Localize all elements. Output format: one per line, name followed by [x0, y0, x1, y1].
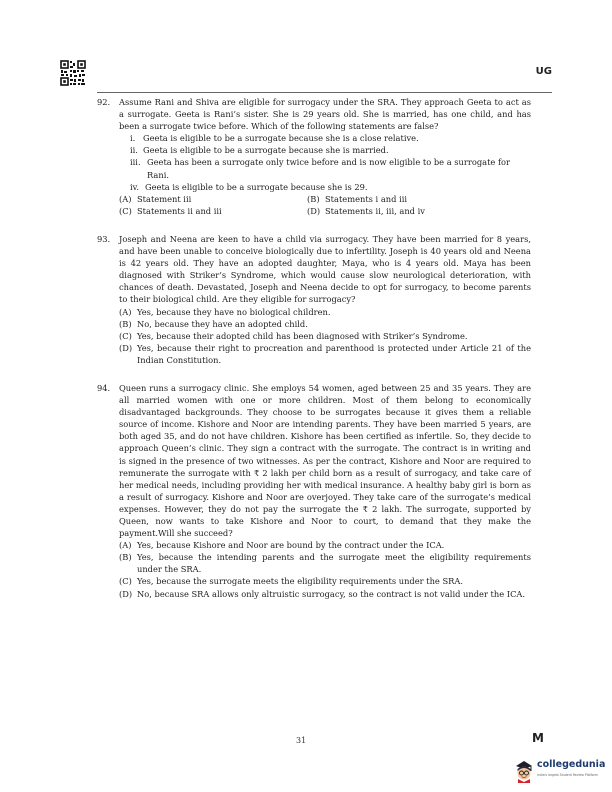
statement-list — [119, 132, 531, 192]
question-number: 94. — [97, 382, 111, 393]
statement-item — [130, 156, 531, 180]
option-text: Yes, because their right to procreation and parenthood is protected under Article 21 of the Indian Constitution. — [137, 342, 531, 365]
option-d[interactable] — [119, 342, 531, 366]
option-text: No, because SRA allows only altruistic surrogacy, so the contract is not valid under the ICA. — [137, 588, 526, 599]
brand-tagline: India's largest Student Review Platform — [537, 773, 598, 777]
question-number: 93. — [97, 233, 111, 244]
questions-section — [97, 96, 531, 600]
option-text: Yes, because their adopted child has been diagnosed with Striker’s Syndrome. — [137, 330, 468, 341]
mascot-icon — [513, 757, 535, 783]
option-b[interactable] — [119, 551, 531, 575]
question-stem: Queen runs a surrogacy clinic. She employs 54 women, aged between 25 and 35 years. They are all married women with one or more children. Most of them belong to economically disadvantaged backgrounds. They choose to be surrogates because it gives them a reliable source of income. Kishore and Noor are intending parents. They have been married 5 years, are both aged 35, and do not have children. Kishore has been certified as infertile. So, they decide to approach Queen’s clinic. They sign a contract with the surrogate. The contract is in writing and is signed in the presence of two witnesses. As per the contract, Kishore and Noor are required to remunerate the surrogate with ₹ 2 lakh per child born as a result of surrogacy, and take care of her medical needs, including providing her with medical insurance. A healthy baby girl is born as a result of surrogacy. Kishore and Noor are overjoyed. They take care of the surrogate’s medical expenses. However, they do not pay the surrogate the ₹ 2 lakh. The surrogate, supported by Queen, now wants to take Kishore and Noor to court, to demand that they make the payment.Will she succeed? — [119, 382, 531, 539]
option-b[interactable] — [307, 193, 531, 205]
option-letter: (A) — [119, 540, 132, 551]
brand-watermark — [513, 757, 605, 785]
option-letter: (D) — [119, 588, 133, 599]
option-grid — [119, 193, 531, 217]
brand-name: collegedunia — [537, 759, 606, 770]
option-text: Yes, because they have no biological children. — [137, 306, 331, 317]
statement-text: Geeta is eligible to be a surrogate because she is married. — [143, 145, 389, 156]
option-letter: (D) — [307, 205, 321, 216]
option-c[interactable] — [119, 330, 531, 342]
option-text: Statements ii and iii — [137, 205, 222, 216]
question-92 — [97, 96, 531, 217]
question-93 — [97, 233, 531, 366]
option-text: Statements ii, iii, and iv — [325, 205, 425, 216]
option-letter: (A) — [119, 193, 132, 204]
option-letter: (B) — [307, 193, 320, 204]
option-c[interactable] — [119, 575, 531, 587]
option-text: Statement iii — [137, 193, 192, 204]
option-letter: (B) — [119, 318, 132, 329]
question-number: 92. — [97, 97, 111, 107]
statement-number: i. — [130, 133, 136, 144]
question-stem: Assume Rani and Shiva are eligible for surrogacy under the SRA. They approach Geeta to act as a surrogate. Geeta is Rani’s sister. She is 29 years old. She is married, has one child, and has been a surrogate twice before. Which of the following statements are false? — [119, 97, 531, 132]
option-d[interactable] — [307, 205, 531, 217]
statement-number: iv. — [130, 181, 139, 192]
series-code: M — [532, 731, 544, 745]
option-d[interactable] — [119, 588, 531, 600]
option-list — [119, 539, 531, 599]
statement-item — [130, 181, 531, 193]
statement-item — [130, 132, 531, 144]
option-letter: (D) — [119, 342, 133, 353]
option-text: Statements i and iii — [325, 193, 408, 204]
option-b[interactable] — [119, 318, 531, 330]
option-a[interactable] — [119, 539, 531, 551]
option-letter: (C) — [119, 205, 132, 216]
statement-text: Geeta is eligible to be a surrogate because she is a close relative. — [143, 133, 419, 144]
option-letter: (A) — [119, 306, 132, 317]
qr-code-icon — [60, 60, 86, 86]
option-list — [119, 306, 531, 366]
statement-text: Geeta has been a surrogate only twice before and is now eligible to be a surrogate for Rani. — [147, 157, 510, 180]
option-text: No, because they have an adopted child. — [137, 318, 308, 329]
option-letter: (B) — [119, 552, 132, 563]
option-text: Yes, because the surrogate meets the eligibility requirements under the SRA. — [137, 576, 464, 587]
option-text: Yes, because Kishore and Noor are bound by the contract under the ICA. — [137, 540, 445, 551]
paper-code: UG — [535, 66, 552, 77]
option-c[interactable] — [119, 205, 307, 217]
statement-number: ii. — [130, 145, 138, 156]
option-a[interactable] — [119, 193, 307, 205]
header-divider — [97, 92, 552, 93]
question-stem: Joseph and Neena are keen to have a child via surrogacy. They have been married for 8 years, and have been unable to conceive biologically due to infertility. Joseph is 40 years old and Neena is 42 years old. They have an adopted daughter, Maya, who is 4 years old. Maya has been diagnosed with Striker’s Syndrome, which would cause slow neurological deterioration, with chances of death. Devastated, Joseph and Neena decide to opt for surrogacy, to become parents to their biological child. Are they eligible for surrogacy? — [119, 233, 531, 305]
option-a[interactable] — [119, 306, 531, 318]
statement-text: Geeta is eligible to be a surrogate because she is 29. — [145, 181, 368, 192]
option-text: Yes, because the intending parents and the surrogate meet the eligibility requirements under the SRA. — [137, 552, 531, 575]
page-number: 31 — [296, 736, 307, 745]
option-letter: (C) — [119, 576, 132, 587]
option-letter: (C) — [119, 330, 132, 341]
question-94 — [97, 382, 531, 600]
statement-number: iii. — [130, 157, 141, 168]
statement-item — [130, 144, 531, 156]
